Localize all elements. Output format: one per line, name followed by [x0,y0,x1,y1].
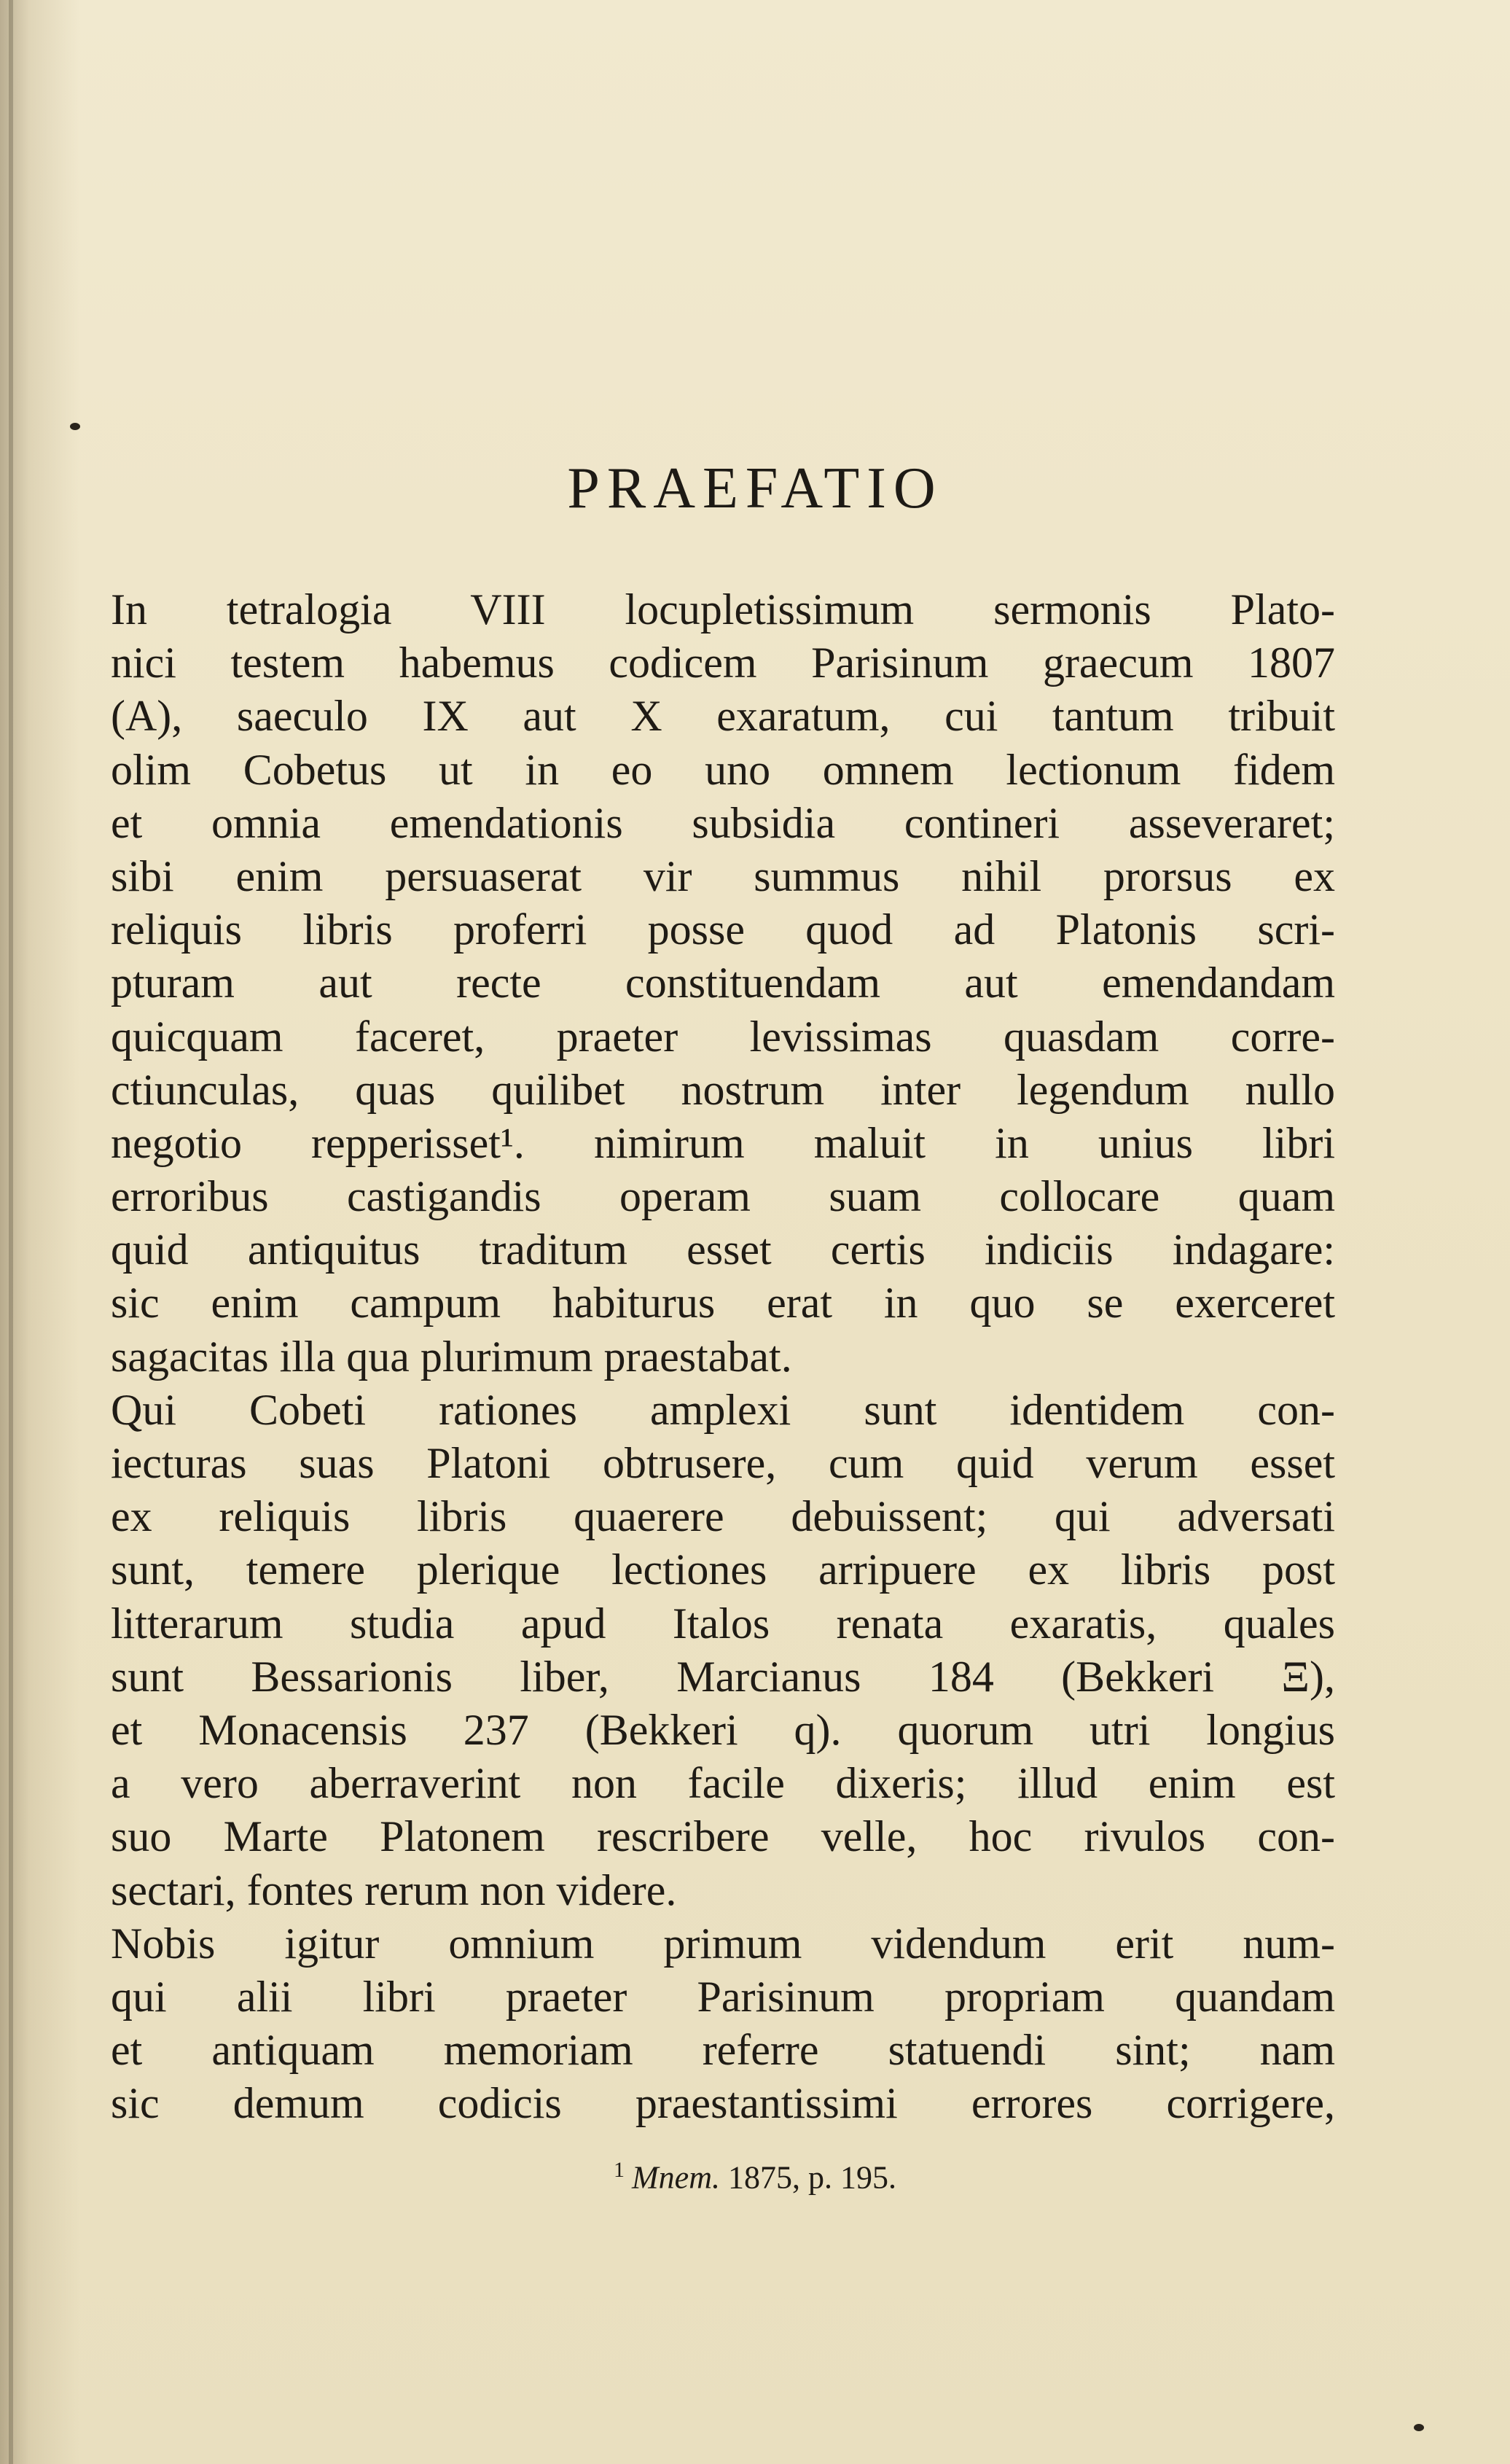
text-line: pturam aut recte constituendam aut emendandam [111,959,1335,1007]
text-line: Qui Cobeti rationes amplexi sunt identidem con- [111,1385,1335,1434]
binding-gutter [9,0,13,2464]
footnote [0,2158,1510,2196]
footnote-source: Mnem. [632,2159,720,2196]
text-line: nici testem habemus codicem Parisinum graecum 1807 [111,639,1335,687]
text-line: ctiunculas, quas quilibet nostrum inter legendum nullo [111,1065,1335,1114]
text-line: erroribus castigandis operam suam collocare quam [111,1172,1335,1221]
text-line: litterarum studia apud Italos renata exaratis, quales [111,1599,1335,1648]
footnote-mark: 1 [614,2158,625,2182]
footnote-reference: 1875, p. 195. [727,2159,896,2196]
text-line: In tetralogia VIII locupletissimum sermonis Plato- [111,585,1335,633]
text-line: sic enim campum habiturus erat in quo se exerceret [111,1279,1335,1327]
text-line: sagacitas illa qua plurimum praestabat. [111,1332,792,1381]
text-line: qui alii libri praeter Parisinum propriam quandam [111,1972,1335,2021]
page-title: PRAEFATIO [567,456,943,521]
text-line: (A), saeculo IX aut X exaratum, cui tantum tribuit [111,692,1335,741]
text-line: quicquam faceret, praeter levissimas quasdam corre- [111,1012,1335,1061]
text-line: sunt Bessarionis liber, Marcianus 184 (Bekkeri Ξ), [111,1652,1335,1701]
text-line: quid antiquitus traditum esset certis indiciis indagare: [111,1225,1335,1274]
text-line: sectari, fontes rerum non videre. [111,1865,677,1914]
text-line: Nobis igitur omnium primum videndum erit num- [111,1919,1335,1968]
print-speck [70,423,80,430]
text-line: iecturas suas Platoni obtrusere, cum quid verum esset [111,1439,1335,1487]
text-line: olim Cobetus ut in eo uno omnem lectionum fidem [111,745,1335,794]
text-line: et omnia emendationis subsidia contineri asseveraret; [111,798,1335,847]
text-line: et Monacensis 237 (Bekkeri q). quorum utri longius [111,1705,1335,1754]
print-speck [1414,2424,1424,2431]
body-text [111,583,1335,2130]
text-line: suo Marte Platonem rescribere velle, hoc rivulos con- [111,1812,1335,1861]
text-line: sic demum codicis praestantissimi errores corrigere, [111,2079,1335,2128]
text-line: negotio repperisset¹. nimirum maluit in unius libri [111,1118,1335,1167]
text-line: ex reliquis libris quaerere debuissent; qui adversati [111,1492,1335,1541]
text-line: reliquis libris proferri posse quod ad Platonis scri- [111,905,1335,954]
text-line: sibi enim persuaserat vir summus nihil prorsus ex [111,851,1335,900]
text-line: a vero aberraverint non facile dixeris; illud enim est [111,1759,1335,1808]
text-line: et antiquam memoriam referre statuendi sint; nam [111,2026,1335,2075]
text-line: sunt, temere plerique lectiones arripuere ex libris post [111,1545,1335,1594]
